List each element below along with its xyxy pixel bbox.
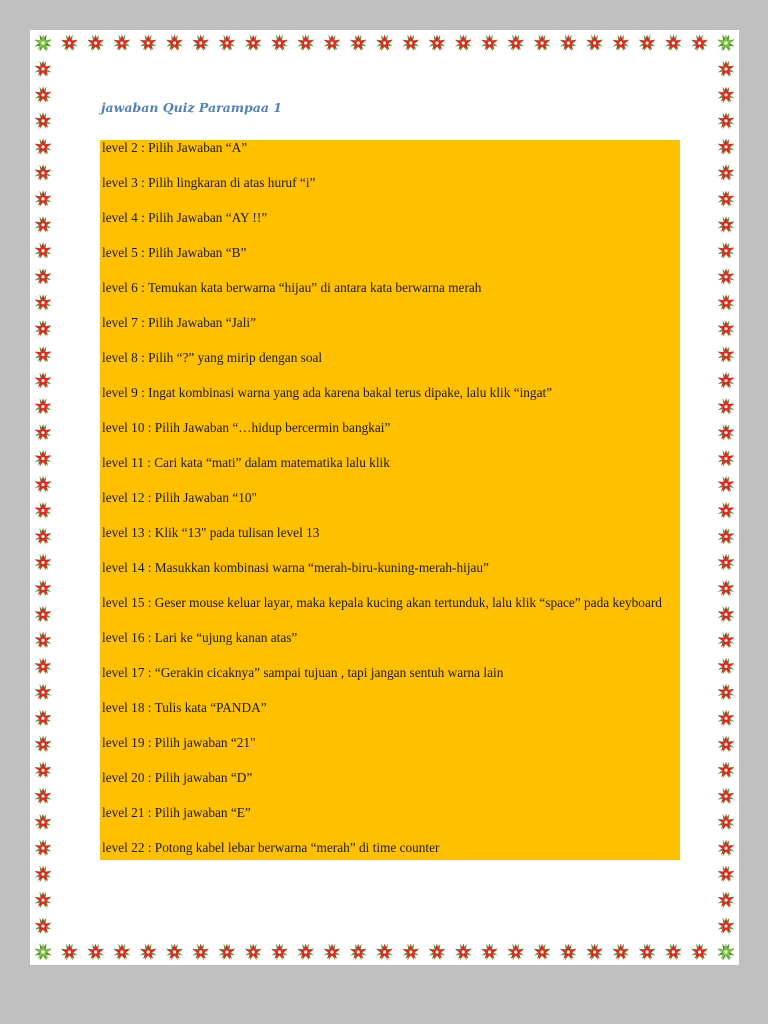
- red-star-icon: [714, 758, 737, 781]
- red-star-icon: [714, 369, 737, 392]
- red-star-icon: [136, 31, 159, 54]
- red-star-icon: [241, 940, 264, 963]
- red-star-icon: [399, 940, 422, 963]
- red-star-icon: [31, 836, 54, 859]
- red-star-icon: [163, 940, 186, 963]
- answer-line: level 2 : Pilih Jawaban “A”: [102, 140, 248, 155]
- red-star-icon: [320, 940, 343, 963]
- answer-line: level 20 : Pilih jawaban “D”: [102, 770, 253, 785]
- red-star-icon: [714, 655, 737, 678]
- red-star-icon: [84, 940, 107, 963]
- red-star-icon: [346, 31, 369, 54]
- answer-line: level 3 : Pilih lingkaran di atas huruf “i”: [102, 175, 316, 190]
- red-star-icon: [31, 317, 54, 340]
- red-star-icon: [31, 681, 54, 704]
- answer-line: level 14 : Masukkan kombinasi warna “merah-biru-kuning-merah-hijau”: [102, 560, 489, 575]
- red-star-icon: [31, 655, 54, 678]
- document-title: jawaban Quiz Parampaa 1: [101, 100, 282, 115]
- red-star-icon: [31, 914, 54, 937]
- red-star-icon: [31, 758, 54, 781]
- red-star-icon: [110, 940, 133, 963]
- red-star-icon: [31, 888, 54, 911]
- red-star-icon: [189, 940, 212, 963]
- red-star-icon: [714, 551, 737, 574]
- red-star-icon: [478, 940, 501, 963]
- red-star-icon: [714, 603, 737, 626]
- red-star-icon: [215, 940, 238, 963]
- red-star-icon: [714, 161, 737, 184]
- red-star-icon: [714, 421, 737, 444]
- answer-line: level 19 : Pilih jawaban “21": [102, 735, 256, 750]
- red-star-icon: [714, 213, 737, 236]
- red-star-icon: [504, 940, 527, 963]
- red-star-icon: [662, 940, 685, 963]
- green-star-icon: [31, 31, 54, 54]
- red-star-icon: [31, 83, 54, 106]
- red-star-icon: [714, 732, 737, 755]
- red-star-icon: [714, 473, 737, 496]
- red-star-icon: [268, 940, 291, 963]
- red-star-icon: [714, 447, 737, 470]
- red-star-icon: [241, 31, 264, 54]
- red-star-icon: [31, 707, 54, 730]
- red-star-icon: [714, 681, 737, 704]
- red-star-icon: [31, 473, 54, 496]
- red-star-icon: [31, 161, 54, 184]
- red-star-icon: [31, 265, 54, 288]
- answer-line: level 11 : Cari kata “mati” dalam matematika lalu klik: [102, 455, 390, 470]
- answer-line: level 18 : Tulis kata “PANDA”: [102, 700, 267, 715]
- red-star-icon: [31, 551, 54, 574]
- red-star-icon: [268, 31, 291, 54]
- answer-line: level 21 : Pilih jawaban “E”: [102, 805, 251, 820]
- red-star-icon: [31, 577, 54, 600]
- red-star-icon: [425, 31, 448, 54]
- red-star-icon: [714, 914, 737, 937]
- red-star-icon: [557, 940, 580, 963]
- red-star-icon: [714, 499, 737, 522]
- red-star-icon: [163, 31, 186, 54]
- red-star-icon: [504, 31, 527, 54]
- answer-line: level 13 : Klik “13" pada tulisan level 13: [102, 525, 320, 540]
- red-star-icon: [346, 940, 369, 963]
- red-star-icon: [31, 239, 54, 262]
- red-star-icon: [84, 31, 107, 54]
- red-star-icon: [425, 940, 448, 963]
- red-star-icon: [714, 265, 737, 288]
- red-star-icon: [530, 31, 553, 54]
- red-star-icon: [58, 31, 81, 54]
- red-star-icon: [714, 135, 737, 158]
- red-star-icon: [714, 707, 737, 730]
- red-star-icon: [714, 57, 737, 80]
- red-star-icon: [688, 940, 711, 963]
- red-star-icon: [714, 109, 737, 132]
- answer-line: level 6 : Temukan kata berwarna “hijau” di antara kata berwarna merah: [102, 280, 482, 295]
- red-star-icon: [31, 213, 54, 236]
- red-star-icon: [31, 291, 54, 314]
- red-star-icon: [714, 343, 737, 366]
- red-star-icon: [714, 317, 737, 340]
- answer-line: level 17 : “Gerakin cicaknya” sampai tujuan , tapi jangan sentuh warna lain: [102, 665, 504, 680]
- red-star-icon: [399, 31, 422, 54]
- red-star-icon: [31, 135, 54, 158]
- decorative-border-top: [30, 30, 739, 56]
- red-star-icon: [31, 369, 54, 392]
- red-star-icon: [31, 421, 54, 444]
- red-star-icon: [714, 629, 737, 652]
- red-star-icon: [31, 447, 54, 470]
- green-star-icon: [714, 31, 737, 54]
- answer-line: level 16 : Lari ke “ujung kanan atas”: [102, 630, 298, 645]
- red-star-icon: [31, 395, 54, 418]
- red-star-icon: [688, 31, 711, 54]
- red-star-icon: [110, 31, 133, 54]
- red-star-icon: [714, 395, 737, 418]
- red-star-icon: [294, 31, 317, 54]
- red-star-icon: [31, 862, 54, 885]
- decorative-border-right: [713, 30, 739, 965]
- red-star-icon: [714, 862, 737, 885]
- red-star-icon: [714, 577, 737, 600]
- red-star-icon: [31, 187, 54, 210]
- red-star-icon: [31, 732, 54, 755]
- document-page: [30, 30, 739, 965]
- red-star-icon: [609, 940, 632, 963]
- red-star-icon: [31, 57, 54, 80]
- red-star-icon: [714, 83, 737, 106]
- red-star-icon: [583, 31, 606, 54]
- red-star-icon: [714, 291, 737, 314]
- answer-line: level 10 : Pilih Jawaban “…hidup bercermin bangkai”: [102, 420, 391, 435]
- decorative-border-left: [30, 30, 56, 965]
- red-star-icon: [714, 810, 737, 833]
- red-star-icon: [714, 784, 737, 807]
- red-star-icon: [452, 31, 475, 54]
- red-star-icon: [478, 31, 501, 54]
- red-star-icon: [530, 940, 553, 963]
- red-star-icon: [714, 836, 737, 859]
- answer-list: [100, 140, 680, 860]
- answer-line: level 4 : Pilih Jawaban “AY !!”: [102, 210, 268, 225]
- red-star-icon: [714, 888, 737, 911]
- red-star-icon: [215, 31, 238, 54]
- red-star-icon: [714, 187, 737, 210]
- decorative-border-bottom: [30, 939, 739, 965]
- answer-line: level 7 : Pilih Jawaban “Jali”: [102, 315, 256, 330]
- red-star-icon: [31, 784, 54, 807]
- red-star-icon: [373, 940, 396, 963]
- red-star-icon: [714, 239, 737, 262]
- red-star-icon: [58, 940, 81, 963]
- red-star-icon: [373, 31, 396, 54]
- answer-line: level 22 : Potong kabel lebar berwarna “merah” di time counter: [102, 840, 440, 855]
- red-star-icon: [635, 31, 658, 54]
- red-star-icon: [189, 31, 212, 54]
- red-star-icon: [136, 940, 159, 963]
- red-star-icon: [557, 31, 580, 54]
- red-star-icon: [320, 31, 343, 54]
- answer-line: level 15 : Geser mouse keluar layar, maka kepala kucing akan tertunduk, lalu klik “space” pada keyboard: [102, 595, 662, 610]
- red-star-icon: [31, 603, 54, 626]
- red-star-icon: [635, 940, 658, 963]
- red-star-icon: [294, 940, 317, 963]
- green-star-icon: [31, 940, 54, 963]
- red-star-icon: [31, 810, 54, 833]
- red-star-icon: [31, 525, 54, 548]
- red-star-icon: [31, 343, 54, 366]
- red-star-icon: [31, 629, 54, 652]
- red-star-icon: [662, 31, 685, 54]
- red-star-icon: [583, 940, 606, 963]
- answer-line: level 12 : Pilih Jawaban “10": [102, 490, 257, 505]
- red-star-icon: [31, 109, 54, 132]
- red-star-icon: [714, 525, 737, 548]
- green-star-icon: [714, 940, 737, 963]
- red-star-icon: [609, 31, 632, 54]
- red-star-icon: [31, 499, 54, 522]
- answer-line: level 5 : Pilih Jawaban “B”: [102, 245, 247, 260]
- red-star-icon: [452, 940, 475, 963]
- answer-line: level 8 : Pilih “?” yang mirip dengan soal: [102, 350, 323, 365]
- answer-line: level 9 : Ingat kombinasi warna yang ada karena bakal terus dipake, lalu klik “ingat”: [102, 385, 553, 400]
